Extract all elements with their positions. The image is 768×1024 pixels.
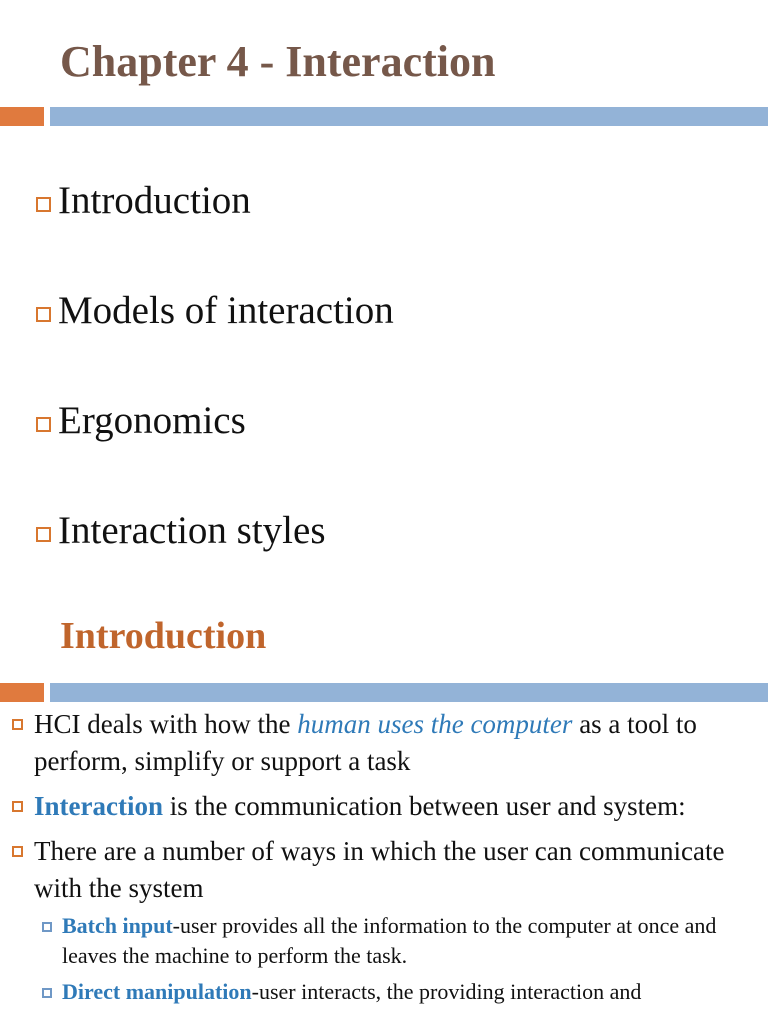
title-divider-bar [0, 683, 768, 702]
divider-orange-segment [0, 683, 44, 702]
bullet-text: -user interacts, the providing interaction and [251, 979, 642, 1004]
topic-models [36, 288, 394, 334]
bullet-text: as a tool to perform, simplify or support a task [34, 709, 697, 776]
bullet-interaction [12, 788, 762, 825]
title-divider-bar [0, 107, 768, 126]
square-bullet-icon [12, 719, 23, 730]
square-bullet-icon [12, 801, 23, 812]
sub-bullet-batch-input [42, 911, 762, 971]
divider-blue-segment [50, 683, 768, 702]
slide-title: Introduction [60, 615, 267, 657]
bullet-text: -user provides all the information to the computer at once and leaves the machine to perform the task. [62, 913, 717, 968]
topic-label: Introduction [58, 179, 251, 222]
topic-label: Models of interaction [58, 289, 394, 332]
topic-label: Interaction styles [58, 509, 326, 552]
square-bullet-icon [12, 846, 23, 857]
topic-ergonomics [36, 398, 394, 444]
intro-bullet-list [12, 706, 762, 1015]
slide-title: Chapter 4 - Interaction [60, 37, 496, 86]
square-bullet-icon [42, 988, 52, 998]
divider-orange-segment [0, 107, 44, 126]
bullet-hci [12, 706, 762, 780]
topic-introduction [36, 178, 394, 224]
emphasis-text: human uses the computer [297, 709, 573, 739]
bullet-text: There are a number of ways in which the user can communicate with the system [34, 836, 725, 903]
emphasis-text: Interaction [34, 791, 163, 821]
square-bullet-icon [36, 527, 51, 542]
sub-bullet-direct-manipulation [42, 977, 762, 1007]
topic-label: Ergonomics [58, 399, 246, 442]
bullet-text: is the communication between user and system: [162, 791, 686, 821]
chapter-topics-list [36, 178, 394, 618]
sub-bullet-list [12, 911, 762, 1007]
square-bullet-icon [36, 417, 51, 432]
topic-interaction-styles [36, 508, 394, 554]
square-bullet-icon [36, 307, 51, 322]
slide-introduction [0, 610, 768, 1024]
square-bullet-icon [42, 922, 52, 932]
emphasis-text: Batch input [62, 913, 173, 938]
emphasis-text: Direct manipulation [62, 979, 252, 1004]
square-bullet-icon [36, 197, 51, 212]
bullet-ways [12, 833, 762, 1007]
bullet-text: HCI deals with how the [34, 709, 298, 739]
divider-blue-segment [50, 107, 768, 126]
